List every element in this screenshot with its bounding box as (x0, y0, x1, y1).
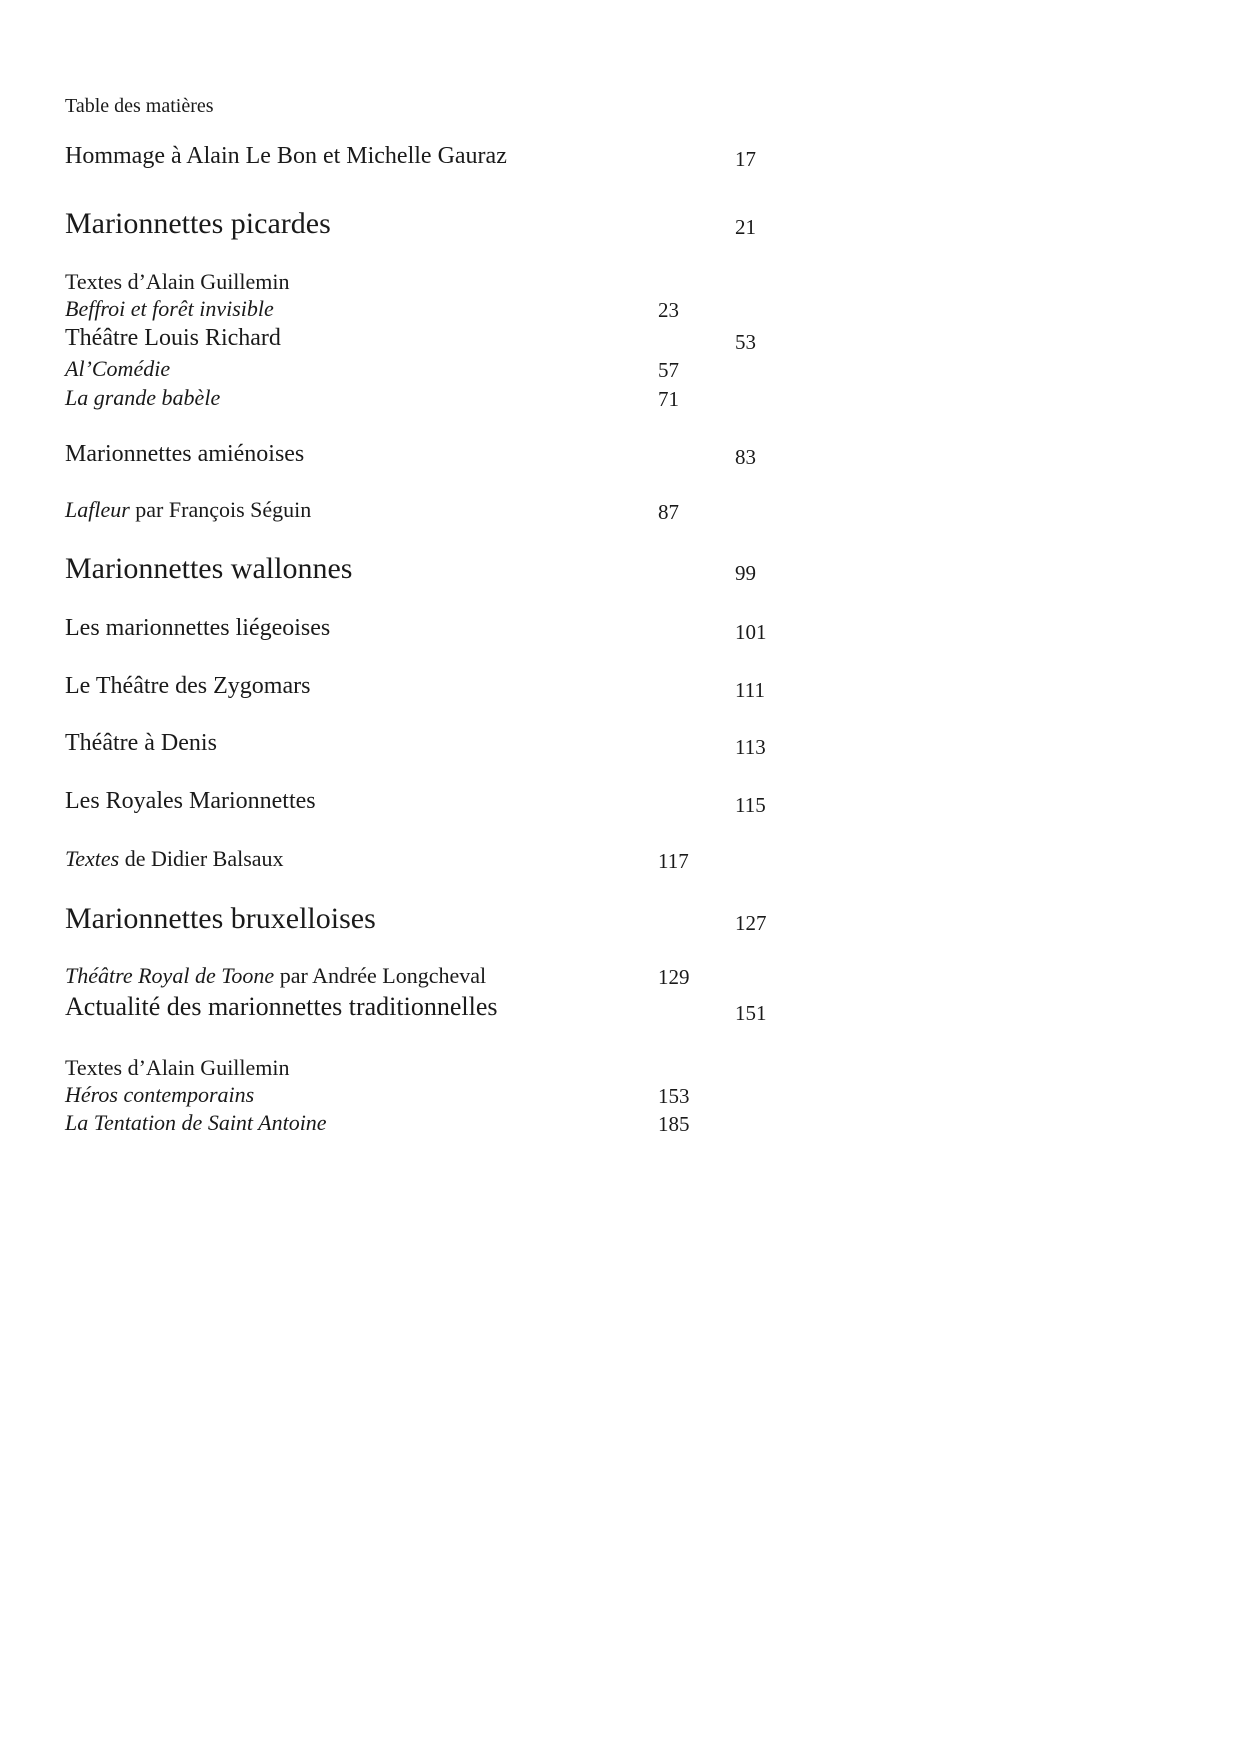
toc-page-number: 17 (735, 147, 756, 171)
toc-entry-lafleur (65, 499, 311, 521)
toc-page-number: 101 (735, 620, 767, 644)
toc-entry-royales: Les Royales Marionnettes (65, 788, 316, 814)
toc-page-number: 153 (658, 1084, 690, 1108)
toc-entry-italic-title: Lafleur (65, 497, 130, 522)
toc-page-number: 87 (658, 500, 679, 524)
toc-section-amienoises: Marionnettes amiénoises (65, 441, 305, 467)
toc-subheading: Textes d’Alain Guillemin (65, 269, 290, 294)
toc-page-number: 113 (735, 735, 766, 759)
toc-entry-louis-richard: Théâtre Louis Richard (65, 325, 281, 351)
toc-entry-author: de Didier Balsaux (119, 846, 284, 871)
toc-entry-liegeoises: Les marionnettes liégeoises (65, 615, 331, 641)
toc-entry-heros: Héros contemporains (65, 1082, 255, 1107)
toc-page-number: 111 (735, 678, 765, 702)
toc-page-number: 127 (735, 911, 767, 935)
toc-entry-tentation: La Tentation de Saint Antoine (65, 1110, 327, 1135)
toc-page-number: 99 (735, 561, 756, 585)
toc-page-number: 57 (658, 358, 679, 382)
toc-entry-hommage: Hommage à Alain Le Bon et Michelle Gauraz (65, 143, 507, 169)
toc-entry-author: par Andrée Longcheval (274, 963, 487, 988)
toc-page-number: 53 (735, 330, 756, 354)
toc-section-actualite: Actualité des marionnettes traditionnelles (65, 992, 498, 1021)
toc-entry-italic-title: Théâtre Royal de Toone (65, 963, 275, 988)
toc-entry-theatre-denis: Théâtre à Denis (65, 730, 217, 756)
toc-page-number: 129 (658, 965, 690, 989)
toc-page-number: 185 (658, 1112, 690, 1136)
toc-entry-italic-title: Textes (65, 846, 120, 871)
toc-page-number: 151 (735, 1001, 767, 1025)
toc-section-wallonnes: Marionnettes wallonnes (65, 552, 353, 585)
toc-entry-al-comedie: Al’Comédie (65, 356, 171, 381)
toc-entry-grande-babele: La grande babèle (65, 385, 221, 410)
toc-page-number: 21 (735, 215, 756, 239)
toc-entry-beffroi: Beffroi et forêt invisible (65, 296, 274, 321)
toc-page-number: 71 (658, 387, 679, 411)
toc-entry-author: par François Séguin (129, 497, 312, 522)
toc-entry-zygomars: Le Théâtre des Zygomars (65, 673, 311, 699)
toc-page-number: 117 (658, 849, 689, 873)
toc-subheading: Textes d’Alain Guillemin (65, 1055, 290, 1080)
toc-title: Table des matières (65, 95, 214, 117)
toc-entry-textes-balsaux (65, 848, 284, 870)
toc-page-number: 115 (735, 793, 766, 817)
toc-section-picardes: Marionnettes picardes (65, 207, 331, 240)
toc-page-number: 83 (735, 445, 756, 469)
toc-page-number: 23 (658, 298, 679, 322)
toc-entry-toone (65, 965, 486, 987)
toc-section-bruxelloises: Marionnettes bruxelloises (65, 902, 376, 935)
